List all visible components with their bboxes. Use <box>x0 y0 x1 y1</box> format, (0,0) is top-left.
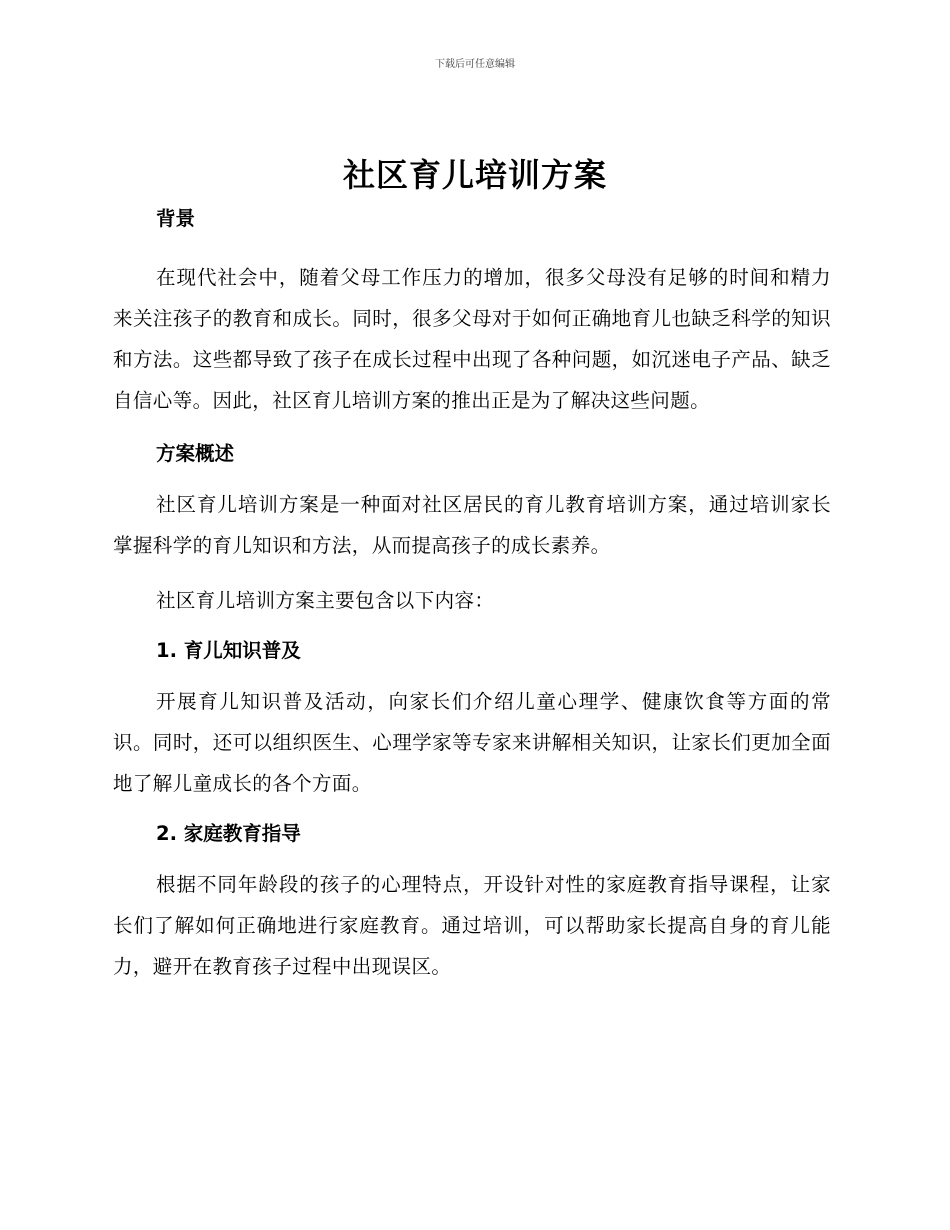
page-header-note: 下载后可任意编辑 <box>435 59 515 70</box>
section-heading-item-1: 1. 育儿知识普及 <box>156 639 301 662</box>
paragraph-background: 在现代社会中，随着父母工作压力的增加，很多父母没有足够的时间和精力来关注孩子的教育和成长。同时，很多父母对于如何正确地育儿也缺乏科学的知识和方法。这些都导致了孩子在成长过程中出现了各种问题，如沉迷电子产品、缺乏自信心等。因此，社区育儿培训方案的推出正是为了解决这些问题。 <box>113 266 831 412</box>
paragraph-overview-2: 社区育儿培训方案主要包含以下内容： <box>156 589 495 612</box>
document-body <box>113 203 831 987</box>
section-heading-background: 背景 <box>156 207 196 230</box>
paragraph-item-1: 开展育儿知识普及活动，向家长们介绍儿童心理学、健康饮食等方面的常识。同时，还可以组织医生、心理学家等专家来讲解相关知识，让家长们更加全面地了解儿童成长的各个方面。 <box>113 690 831 795</box>
paragraph-overview-1: 社区育儿培训方案是一种面对社区居民的育儿教育培训方案，通过培训家长掌握科学的育儿知识和方法，从而提高孩子的成长素养。 <box>113 493 831 557</box>
section-heading-overview: 方案概述 <box>156 442 235 465</box>
paragraph-item-2: 根据不同年龄段的孩子的心理特点，开设针对性的家庭教育指导课程，让家长们了解如何正确地进行家庭教育。通过培训，可以帮助家长提高自身的育儿能力，避开在教育孩子过程中出现误区。 <box>113 873 831 978</box>
section-heading-item-2: 2. 家庭教育指导 <box>156 822 301 845</box>
document-title: 社区育儿培训方案 <box>342 156 607 194</box>
